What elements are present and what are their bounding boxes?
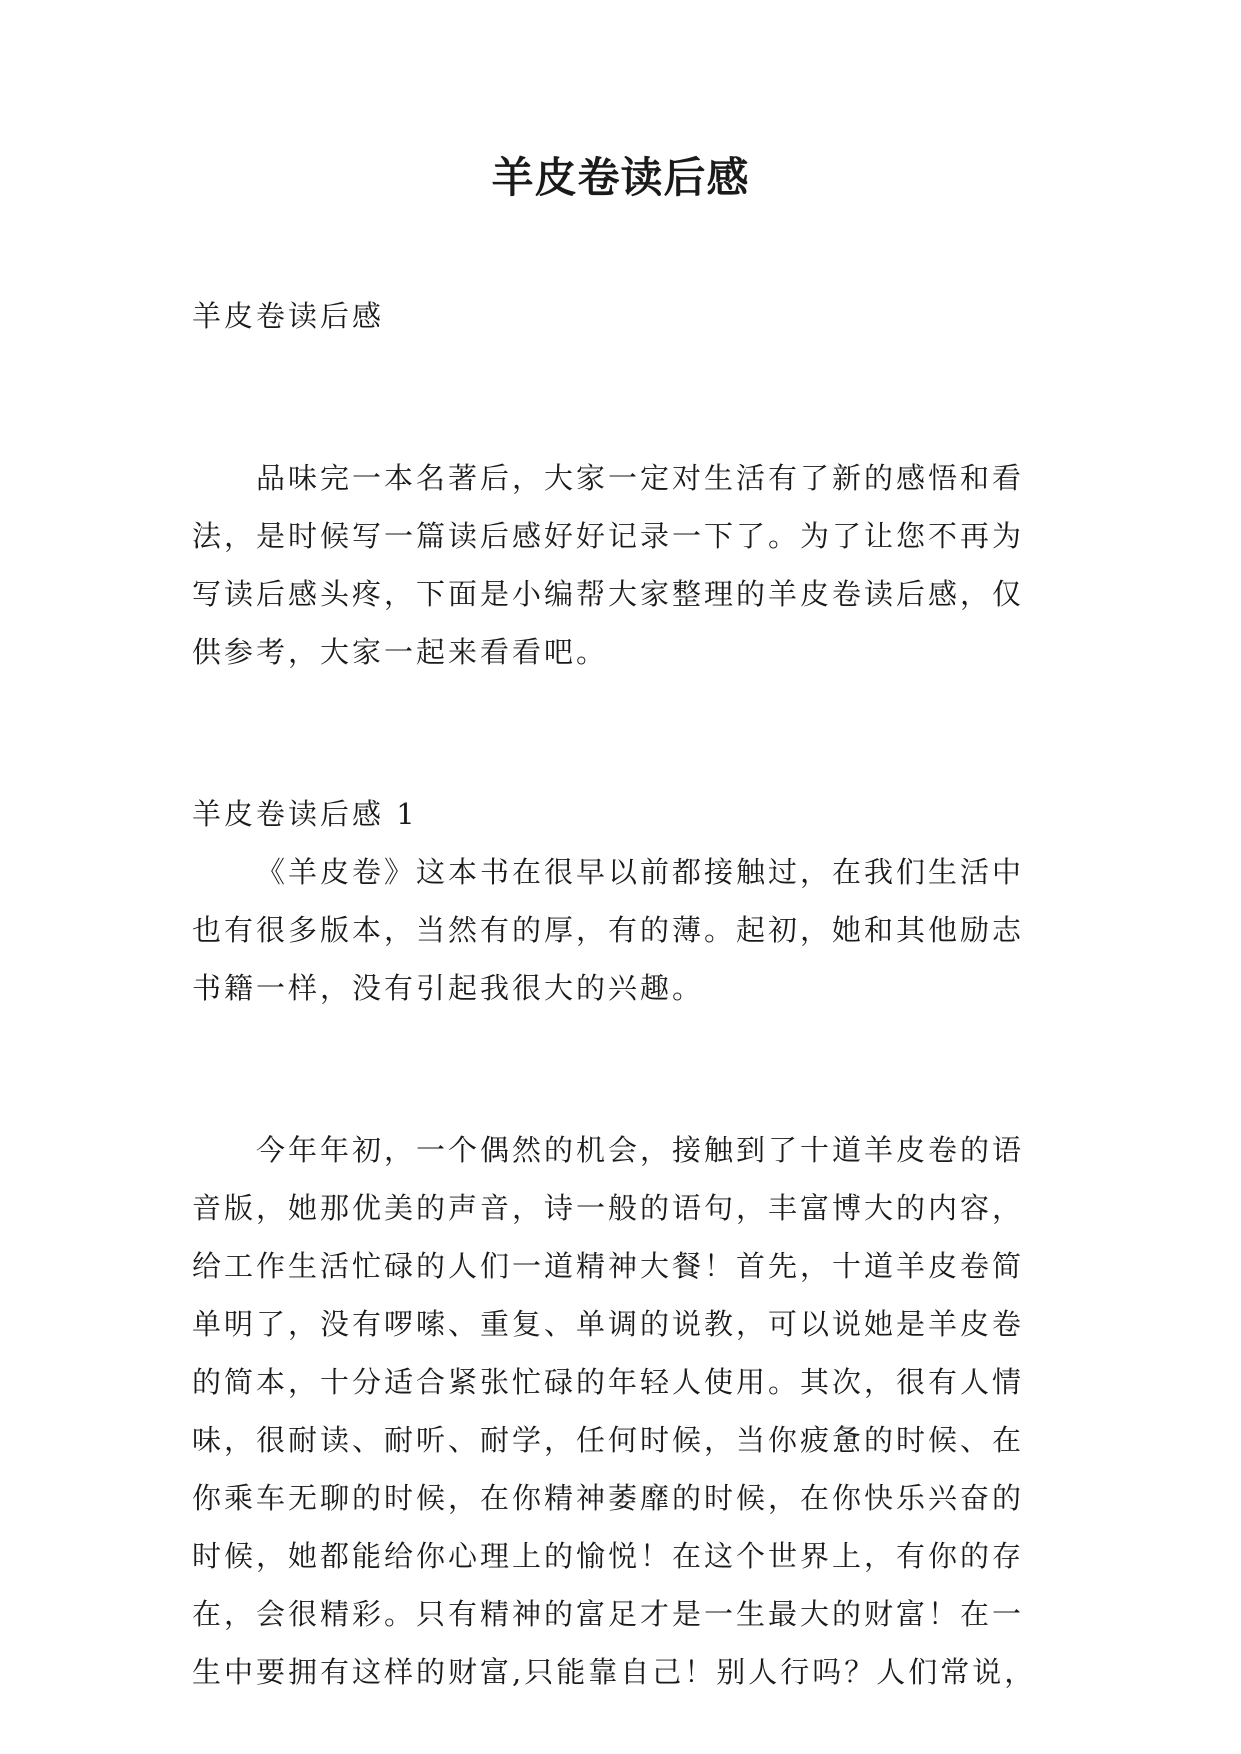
paragraph-spacer xyxy=(192,739,1048,785)
body-paragraph: 今年年初，一个偶然的机会，接触到了十道羊皮卷的语音版，她那优美的声音，诗一般的语句，丰富博大的内容，给工作生活忙碌的人们一道精神大餐！首先，十道羊皮卷简单明了，没有啰嗦、重复、单调的说教，可以说她是羊皮卷的简本，十分适合紧张忙碌的年轻人使用。其次，很有人情味，很耐读、耐听、耐学，任何时候，当你疲惫的时候、在你乘车无聊的时候，在你精神萎靡的时候，在你快乐兴奋的时候，她都能给你心理上的愉悦！在这个世界上，有你的存在，会很精彩。只有精神的富足才是一生最大的财富！在一生中要拥有这样的财富,只能靠自己！别人行吗？人们常说， xyxy=(192,1133,1037,1689)
paragraph-spacer xyxy=(192,1075,1048,1121)
document-title: 羊皮卷读后感 xyxy=(491,153,750,202)
paragraph-spacer xyxy=(192,681,1048,739)
document-subtitle: 羊皮卷读后感 xyxy=(192,299,385,333)
intro-paragraph: 品味完一本名著后，大家一定对生活有了新的感悟和看法，是时候写一篇读后感好好记录一下了。为了让您不再为写读后感头疼，下面是小编帮大家整理的羊皮卷读后感，仅供参考，大家一起来看看吧。 xyxy=(192,461,1025,669)
paragraph-spacer xyxy=(192,345,1048,403)
document-body xyxy=(192,287,1048,1701)
paragraph-spacer xyxy=(192,403,1048,449)
section-heading: 羊皮卷读后感 1 xyxy=(192,797,418,831)
paragraph-spacer xyxy=(192,1017,1048,1075)
body-paragraph: 《羊皮卷》这本书在很早以前都接触过，在我们生活中也有很多版本，当然有的厚，有的薄。起初，她和其他励志书籍一样，没有引起我很大的兴趣。 xyxy=(192,855,1025,1005)
